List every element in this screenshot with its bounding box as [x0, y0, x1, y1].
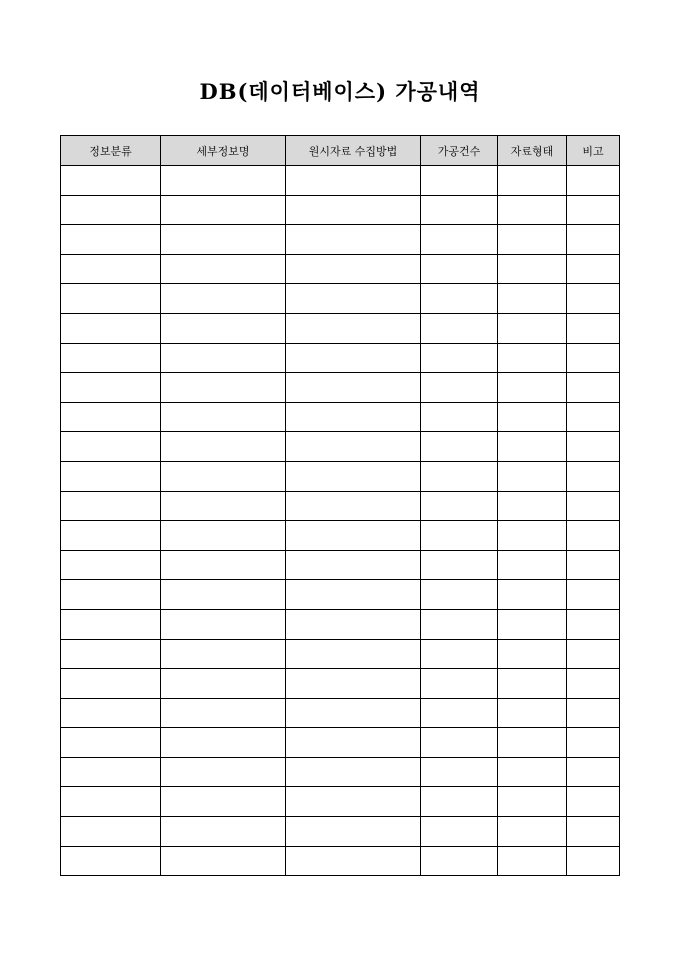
cell-info-category	[61, 787, 161, 817]
cell-remarks	[567, 373, 620, 403]
cell-info-category	[61, 669, 161, 699]
table-row	[61, 373, 620, 403]
cell-remarks	[567, 402, 620, 432]
cell-raw-data-collection-method	[286, 461, 421, 491]
cell-processed-count	[421, 284, 498, 314]
cell-remarks	[567, 609, 620, 639]
cell-remarks	[567, 639, 620, 669]
cell-processed-count	[421, 166, 498, 196]
cell-info-category	[61, 580, 161, 610]
table-row	[61, 846, 620, 876]
cell-detail-info-name	[161, 166, 286, 196]
cell-data-format	[498, 254, 567, 284]
cell-data-format	[498, 343, 567, 373]
cell-remarks	[567, 521, 620, 551]
cell-raw-data-collection-method	[286, 669, 421, 699]
cell-raw-data-collection-method	[286, 313, 421, 343]
cell-processed-count	[421, 313, 498, 343]
cell-detail-info-name	[161, 284, 286, 314]
cell-remarks	[567, 846, 620, 876]
cell-detail-info-name	[161, 225, 286, 255]
cell-detail-info-name	[161, 461, 286, 491]
cell-raw-data-collection-method	[286, 254, 421, 284]
table-row	[61, 343, 620, 373]
cell-raw-data-collection-method	[286, 195, 421, 225]
table-row	[61, 609, 620, 639]
cell-processed-count	[421, 195, 498, 225]
cell-info-category	[61, 521, 161, 551]
cell-info-category	[61, 402, 161, 432]
cell-detail-info-name	[161, 609, 286, 639]
table-header-row	[61, 136, 620, 166]
table-row	[61, 580, 620, 610]
cell-raw-data-collection-method	[286, 521, 421, 551]
cell-remarks	[567, 787, 620, 817]
cell-processed-count	[421, 550, 498, 580]
cell-detail-info-name	[161, 698, 286, 728]
cell-data-format	[498, 402, 567, 432]
cell-remarks	[567, 580, 620, 610]
cell-data-format	[498, 284, 567, 314]
cell-remarks	[567, 757, 620, 787]
table-row	[61, 225, 620, 255]
cell-remarks	[567, 166, 620, 196]
table-row	[61, 757, 620, 787]
cell-info-category	[61, 757, 161, 787]
cell-raw-data-collection-method	[286, 225, 421, 255]
cell-remarks	[567, 550, 620, 580]
cell-processed-count	[421, 817, 498, 847]
cell-data-format	[498, 757, 567, 787]
cell-data-format	[498, 373, 567, 403]
cell-detail-info-name	[161, 669, 286, 699]
cell-raw-data-collection-method	[286, 609, 421, 639]
cell-info-category	[61, 609, 161, 639]
header-info-category: 정보분류	[61, 136, 161, 166]
processing-history-table	[60, 135, 620, 876]
header-raw-data-collection-method: 원시자료 수집방법	[286, 136, 421, 166]
cell-raw-data-collection-method	[286, 402, 421, 432]
cell-raw-data-collection-method	[286, 728, 421, 758]
cell-detail-info-name	[161, 639, 286, 669]
cell-raw-data-collection-method	[286, 373, 421, 403]
cell-data-format	[498, 195, 567, 225]
table-row	[61, 639, 620, 669]
header-detail-info-name: 세부정보명	[161, 136, 286, 166]
cell-detail-info-name	[161, 846, 286, 876]
cell-remarks	[567, 698, 620, 728]
cell-detail-info-name	[161, 195, 286, 225]
cell-info-category	[61, 846, 161, 876]
cell-detail-info-name	[161, 728, 286, 758]
cell-remarks	[567, 343, 620, 373]
table-row	[61, 550, 620, 580]
cell-detail-info-name	[161, 432, 286, 462]
table-row	[61, 313, 620, 343]
cell-info-category	[61, 550, 161, 580]
cell-data-format	[498, 846, 567, 876]
cell-remarks	[567, 225, 620, 255]
cell-raw-data-collection-method	[286, 846, 421, 876]
cell-processed-count	[421, 491, 498, 521]
cell-detail-info-name	[161, 787, 286, 817]
cell-detail-info-name	[161, 254, 286, 284]
table-row	[61, 432, 620, 462]
cell-processed-count	[421, 728, 498, 758]
cell-raw-data-collection-method	[286, 284, 421, 314]
cell-processed-count	[421, 254, 498, 284]
cell-info-category	[61, 432, 161, 462]
cell-remarks	[567, 669, 620, 699]
table-row	[61, 669, 620, 699]
cell-remarks	[567, 491, 620, 521]
cell-data-format	[498, 491, 567, 521]
cell-data-format	[498, 817, 567, 847]
cell-info-category	[61, 195, 161, 225]
cell-remarks	[567, 195, 620, 225]
cell-data-format	[498, 313, 567, 343]
cell-info-category	[61, 254, 161, 284]
cell-raw-data-collection-method	[286, 491, 421, 521]
cell-detail-info-name	[161, 373, 286, 403]
cell-detail-info-name	[161, 521, 286, 551]
cell-raw-data-collection-method	[286, 757, 421, 787]
cell-remarks	[567, 313, 620, 343]
cell-detail-info-name	[161, 491, 286, 521]
header-remarks: 비고	[567, 136, 620, 166]
cell-info-category	[61, 343, 161, 373]
cell-data-format	[498, 225, 567, 255]
cell-raw-data-collection-method	[286, 550, 421, 580]
cell-remarks	[567, 284, 620, 314]
cell-processed-count	[421, 225, 498, 255]
table-row	[61, 521, 620, 551]
cell-data-format	[498, 787, 567, 817]
cell-remarks	[567, 817, 620, 847]
cell-data-format	[498, 698, 567, 728]
cell-processed-count	[421, 846, 498, 876]
cell-data-format	[498, 609, 567, 639]
cell-data-format	[498, 521, 567, 551]
cell-info-category	[61, 461, 161, 491]
cell-detail-info-name	[161, 817, 286, 847]
cell-info-category	[61, 313, 161, 343]
cell-raw-data-collection-method	[286, 166, 421, 196]
cell-processed-count	[421, 609, 498, 639]
cell-processed-count	[421, 373, 498, 403]
cell-raw-data-collection-method	[286, 787, 421, 817]
cell-processed-count	[421, 402, 498, 432]
cell-processed-count	[421, 698, 498, 728]
table-row	[61, 195, 620, 225]
cell-info-category	[61, 373, 161, 403]
table-row	[61, 254, 620, 284]
table-row	[61, 698, 620, 728]
cell-processed-count	[421, 639, 498, 669]
table-row	[61, 728, 620, 758]
cell-detail-info-name	[161, 580, 286, 610]
cell-processed-count	[421, 580, 498, 610]
cell-info-category	[61, 166, 161, 196]
cell-detail-info-name	[161, 757, 286, 787]
cell-data-format	[498, 166, 567, 196]
header-processed-count: 가공건수	[421, 136, 498, 166]
cell-processed-count	[421, 669, 498, 699]
cell-data-format	[498, 461, 567, 491]
cell-detail-info-name	[161, 402, 286, 432]
cell-info-category	[61, 728, 161, 758]
cell-detail-info-name	[161, 343, 286, 373]
cell-data-format	[498, 580, 567, 610]
cell-data-format	[498, 669, 567, 699]
cell-raw-data-collection-method	[286, 580, 421, 610]
cell-info-category	[61, 284, 161, 314]
cell-remarks	[567, 461, 620, 491]
cell-raw-data-collection-method	[286, 698, 421, 728]
cell-processed-count	[421, 787, 498, 817]
cell-data-format	[498, 432, 567, 462]
cell-raw-data-collection-method	[286, 639, 421, 669]
cell-info-category	[61, 639, 161, 669]
cell-raw-data-collection-method	[286, 343, 421, 373]
cell-remarks	[567, 728, 620, 758]
table-row	[61, 166, 620, 196]
header-data-format: 자료형태	[498, 136, 567, 166]
cell-info-category	[61, 817, 161, 847]
cell-raw-data-collection-method	[286, 817, 421, 847]
table-row	[61, 461, 620, 491]
cell-raw-data-collection-method	[286, 432, 421, 462]
table-row	[61, 284, 620, 314]
cell-data-format	[498, 550, 567, 580]
cell-processed-count	[421, 432, 498, 462]
cell-remarks	[567, 254, 620, 284]
cell-data-format	[498, 639, 567, 669]
table-row	[61, 491, 620, 521]
cell-processed-count	[421, 757, 498, 787]
cell-info-category	[61, 698, 161, 728]
cell-processed-count	[421, 461, 498, 491]
cell-detail-info-name	[161, 550, 286, 580]
cell-remarks	[567, 432, 620, 462]
cell-detail-info-name	[161, 313, 286, 343]
table-row	[61, 402, 620, 432]
document-title: DB(데이터베이스) 가공내역	[199, 79, 481, 104]
table-row	[61, 787, 620, 817]
cell-processed-count	[421, 521, 498, 551]
cell-data-format	[498, 728, 567, 758]
cell-processed-count	[421, 343, 498, 373]
cell-info-category	[61, 225, 161, 255]
table-row	[61, 817, 620, 847]
cell-info-category	[61, 491, 161, 521]
table-body	[61, 166, 620, 876]
